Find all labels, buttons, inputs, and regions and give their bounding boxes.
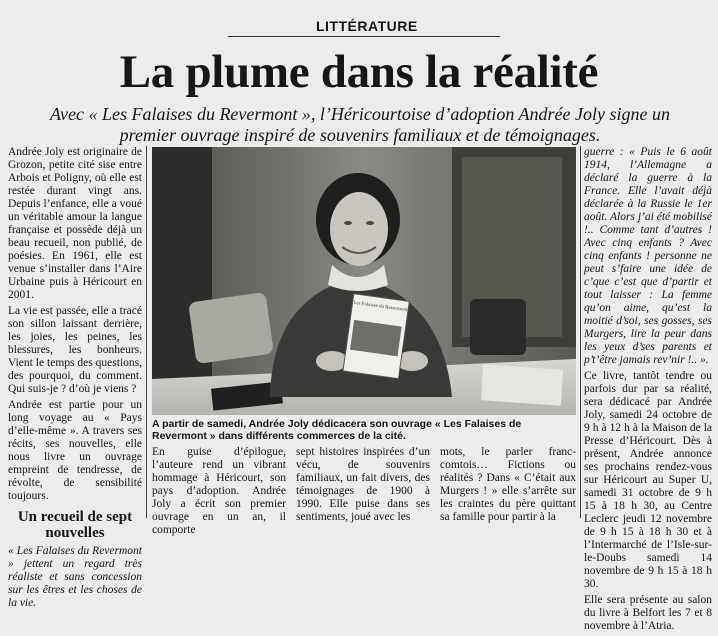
col1-paragraph: « Les Falaises du Revermont » jettent un regard très réaliste et sans concession sur les êtres et les choses de la vie. [8, 545, 142, 609]
bottom-column-1: En guise d’épilogue, l’auteure rend un vibrant hommage à Héricourt, son pays d’adoption. Andrée Joly a écrit son premier ouvrage en un an, il comporte [152, 446, 286, 536]
cushion [188, 292, 274, 364]
section-label: LITTÉRATURE [316, 18, 418, 34]
col4-paragraph: guerre : « Puis le 6 août 1914, l’Allemagne a déclaré la guerre à la France. Elle l’avait déjà déclarée à la Russie le 1er août. Alors j’ai été mobilisé !.. Comme tant d’autres ! Avec cinq enfants ? Avec cinq enfants ! personne ne peut s’faire une idée de c’que c’est que d’partir et tout laisser : La femme qu’on aime, qu’est la moitié d’soi, ses gosses, ses Murgers, lire la peur dans les yeux d’ses parents et p’t’être jamais rev’nir !.. ». [584, 146, 712, 366]
col1-paragraph: Andrée Joly est originaire de Grozon, petite cité sise entre Arbois et Poligny, où elle est restée durant vingt ans. Depuis l’enfance, elle a voué un véritable amour la langue française et possède déjà un beau recueil, non publié, de poésies. En 1961, elle est venue s’installer dans l’Aire Urbaine puis à Héricourt en 2001. [8, 146, 142, 301]
book [343, 294, 409, 379]
photo-illustration [152, 147, 576, 415]
subhead: Un recueil de sept nouvelles [17, 509, 133, 541]
left-shadow [152, 147, 212, 415]
deck: Avec « Les Falaises du Revermont », l’Héricourtoise d’adoption Andrée Joly signe un premier ouvrage inspiré de souvenirs familiaux et de témoignages. [49, 104, 671, 145]
col1-paragraph: Andrée est partie pour un long voyage au « Pays d’elle-même ». A travers ses récits, ses nouvelles, elle nous livre un ouvrage empreint de tendresse, de révolte, de sensibilité toujours. [8, 399, 142, 502]
col1-paragraph: La vie est passée, elle a tracé son sillon laissant derrière, les joies, les peines, les blessures, les bonheurs. Vient le temps des questions, des pourquoi, du comment. Qui suis-je ? d’où je viens ? [8, 305, 142, 395]
papers [481, 364, 563, 405]
headline: La plume dans la réalité [119, 46, 599, 98]
column-separator [580, 146, 581, 518]
col4-paragraph: Elle sera présente au salon du livre à Belfort les 7 et 8 novembre à l’Atria. [584, 594, 712, 632]
bottom-column-3: mots, le parler franc-comtois… Fictions ou réalités ? Dans « C’était aux Murgers ! » elle s’arrête sur les craintes du père quittant sa famille pour partir à la [440, 446, 576, 523]
column-separator [146, 146, 147, 518]
photo-caption: A partir de samedi, Andrée Joly dédicacera son ouvrage « Les Falaises de Revermont » dans différents commerces de la cité. [152, 418, 522, 442]
face [330, 192, 388, 266]
radio [470, 299, 526, 355]
photo [152, 147, 576, 415]
bottom-column-2: sept histoires inspirées d’un vécu, de souvenirs familiaux, un fait divers, des témoignages de 1900 à 1990. Elle puise dans ses sentiments, joué avec les [296, 446, 430, 523]
column-1 [8, 146, 142, 613]
book-title: Les Falaises du Revermont [353, 300, 408, 314]
section-rule [228, 36, 500, 37]
column-4 [584, 146, 712, 636]
col4-paragraph: Ce livre, tantôt tendre ou parfois dur par sa réalité, sera dédicacé par Andrée Joly, samedi 24 octobre de 9 h à 12 h à la Maison de la Presse d’Héricourt. Dès à présent, Andrée annonce ses prochains rendez-vous sur Héricourt au Super U, samedi 31 octobre de 9 h 15 à 18 h 30, au Centre Leclerc jeudi 12 novembre de 9 h 15 à 18 h 30 et à l’Intermarché de l’Isle-sur-le-Doubs samedi 14 novembre de 9 h 15 à 18 h 30. [584, 370, 712, 590]
